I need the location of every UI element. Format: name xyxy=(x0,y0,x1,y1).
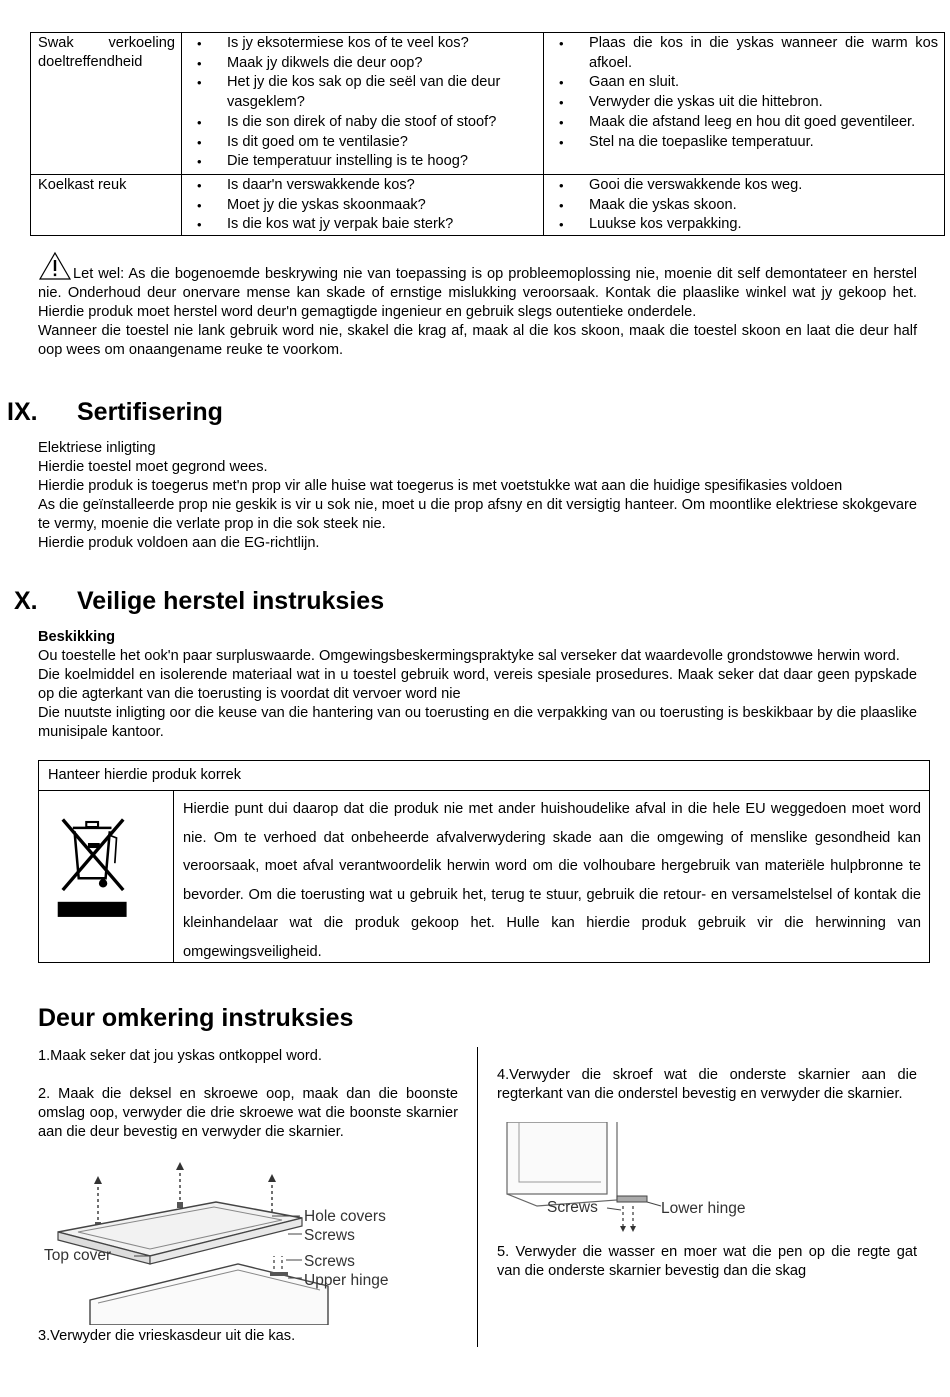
weee-icon-cell xyxy=(39,791,174,962)
solutions-list xyxy=(551,34,938,152)
text-line: Elektriese inligting xyxy=(38,440,156,456)
problem-text: Swak verkoeling doeltreffendheid xyxy=(38,35,175,70)
problem-cell xyxy=(31,175,182,236)
troubleshooting-table xyxy=(30,32,945,236)
list-item: • Is die son direk of naby die stoof of stoof? xyxy=(189,113,537,133)
label-hole-covers: Hole covers xyxy=(304,1208,386,1225)
table-row xyxy=(31,33,945,175)
warning-note xyxy=(38,251,917,360)
text-line: Hierdie produk voldoen aan die EG-richtlijn. xyxy=(38,535,320,551)
solutions-cell xyxy=(544,33,945,175)
problem-text: Koelkast reuk xyxy=(38,177,127,193)
disposal-text xyxy=(38,628,917,742)
weee-table xyxy=(38,760,930,963)
list-item: • Die temperatuur instelling is te hoog? xyxy=(189,152,537,172)
text-line: Die koelmiddel en isolerende materiaal wat in u toestel gebruik word, vereis spesiale prosedures. Maak seker dat daar geen pypskade op die agterkant van die toerusting is voordat dit vervoer word nie xyxy=(38,667,917,702)
label-screws: Screws xyxy=(304,1227,355,1244)
section-heading-x xyxy=(14,586,514,616)
list-item: • Het jy die kos sak op die seël van die deur vasgeklem? xyxy=(189,73,537,112)
lower-hinge-diagram xyxy=(497,1122,757,1242)
step-3: 3.Verwyder die vrieskasdeur uit die kas. xyxy=(38,1328,296,1344)
column-divider xyxy=(477,1047,478,1347)
upper-hinge-diagram xyxy=(38,1160,398,1325)
warning-paragraph xyxy=(38,251,917,322)
list-item: • Gooi die verswakkende kos weg. xyxy=(551,176,938,196)
list-item: • Maak jy dikwels die deur oop? xyxy=(189,54,537,74)
causes-list xyxy=(189,176,537,235)
list-item: • Gaan en sluit. xyxy=(551,73,938,93)
causes-list xyxy=(189,34,537,172)
subheading: Beskikking xyxy=(38,629,116,645)
text-line: As die geïnstalleerde prop nie geskik is vir u sok nie, moet u die prop afsny en dit versigtig hanteer. Om moontlike elektriese skokgevare te vermy, moenie die verlate prop in die sok steek nie. xyxy=(38,497,917,532)
list-item: • Is dit goed om te ventilasie? xyxy=(189,133,537,153)
list-item: • Plaas die kos in die yskas wanneer die warm kos afkoel. xyxy=(551,34,938,73)
section-number: IX. xyxy=(7,398,38,426)
section-heading-ix xyxy=(7,397,407,427)
step-2: 2. Maak die deksel en skroewe oop, maak dan die boonste omslag oop, verwyder die drie skroewe wat die boonste skarnier aan die deur bevestig en verwyder die skarnier. xyxy=(38,1086,458,1140)
warning-paragraph-2: Wanneer die toestel nie lank gebruik word nie, skakel die krag af, maak al die kos skoon, maak die toestel skoon en laat die deur half oop wees om onaangename reuke te voorkom. xyxy=(38,323,917,358)
text-line: Hierdie toestel moet gegrond wees. xyxy=(38,459,268,475)
section-number: X. xyxy=(14,587,38,615)
step-1: 1.Maak seker dat jou yskas ontkoppel word. xyxy=(38,1048,322,1064)
list-item: • Is daar'n verswakkende kos? xyxy=(189,176,537,196)
certification-text xyxy=(38,439,917,553)
solutions-cell xyxy=(544,175,945,236)
warning-triangle-icon xyxy=(38,251,72,281)
list-item: • Maak die yskas skoon. xyxy=(551,196,938,216)
text-line: Hierdie produk is toegerus met'n prop vir alle huise wat toegerus is met voetstukke wat aan die huidige spesifikasies voldoen xyxy=(38,478,843,494)
label-upper-hinge: Upper hinge xyxy=(304,1272,389,1289)
warning-text: Let wel: As die bogenoemde beskrywing nie van toepassing is op probleemoplossing nie, moenie dit self demontateer en herstel nie. Onderhoud deur onervare mense kan skade of ernstige mislukking veroorsaak. Kontak die plaaslike winkel wat jy gekoop het. Hierdie produk moet herstel word deur'n gemagtigde ingenieur en gebruik slegs outentieke onderdele. xyxy=(38,266,917,320)
list-item: • Luukse kos verpakking. xyxy=(551,215,938,235)
label-screws-2: Screws xyxy=(304,1253,355,1270)
label-screws: Screws xyxy=(547,1199,598,1216)
step-5: 5. Verwyder die wasser en moer wat die pen op die regte gat van die onderste skarnier bevestig dan die skag xyxy=(497,1244,917,1279)
weee-text: Hierdie punt dui daarop dat die produk nie met ander huishoudelike afval in die hele EU weggedoen moet word nie. Om te verhoed dat onbeheerde afvalverwydering skade aan die omgewing of menslike gesondheid kan veroorsaak, moet afval verantwoordelik herwin word om die volhoubare hergebruik van materiële hulpbronne te bevorder. Om die toerusting wat u gebruik het, terug te stuur, gebruik die retour- en versamelstelsel of kontak die kleinhandelaar wat die produk gekoop het. Hulle kan hierdie produk gebruik vir die herwinning van omgewingsveiligheid. xyxy=(183,801,921,960)
list-item: • Verwyder die yskas uit die hittebron. xyxy=(551,93,938,113)
list-item: • Is die kos wat jy verpak baie sterk? xyxy=(189,215,537,235)
text-line: Ou toestelle het ook'n paar surpluswaarde. Omgewingsbeskermingspraktyke sal verseker dat waardevolle grondstowwe herwin word. xyxy=(38,648,900,664)
causes-cell xyxy=(182,175,544,236)
table-row xyxy=(31,175,945,236)
section-title: Sertifisering xyxy=(77,398,223,426)
list-item: • Maak die afstand leeg en hou dit goed geventileer. xyxy=(551,113,938,133)
label-top-cover: Top cover xyxy=(44,1247,112,1264)
list-item: • Moet jy die yskas skoonmaak? xyxy=(189,196,537,216)
list-item: • Stel na die toepaslike temperatuur. xyxy=(551,133,938,153)
problem-cell xyxy=(31,33,182,175)
solutions-list xyxy=(551,176,938,235)
door-reversal-title: Deur omkering instruksies xyxy=(38,1004,354,1032)
step-4: 4.Verwyder die skroef wat die onderste skarnier aan die regterkant van die onderstel bevestig en verwyder die skarnier. xyxy=(497,1067,917,1102)
weee-body xyxy=(39,791,929,962)
label-lower-hinge: Lower hinge xyxy=(661,1200,746,1217)
section-title: Veilige herstel instruksies xyxy=(77,587,385,615)
text-line: Die nuutste inligting oor die keuse van die hantering van ou toerusting en die verpakking van ou toerusting is beskikbaar by die plaaslike munisipale kantoor. xyxy=(38,705,917,740)
causes-cell xyxy=(182,33,544,175)
weee-header: Hanteer hierdie produk korrek xyxy=(39,761,929,791)
crossed-out-wheelie-bin-icon xyxy=(51,803,135,925)
list-item: • Is jy eksotermiese kos of te veel kos? xyxy=(189,34,537,54)
